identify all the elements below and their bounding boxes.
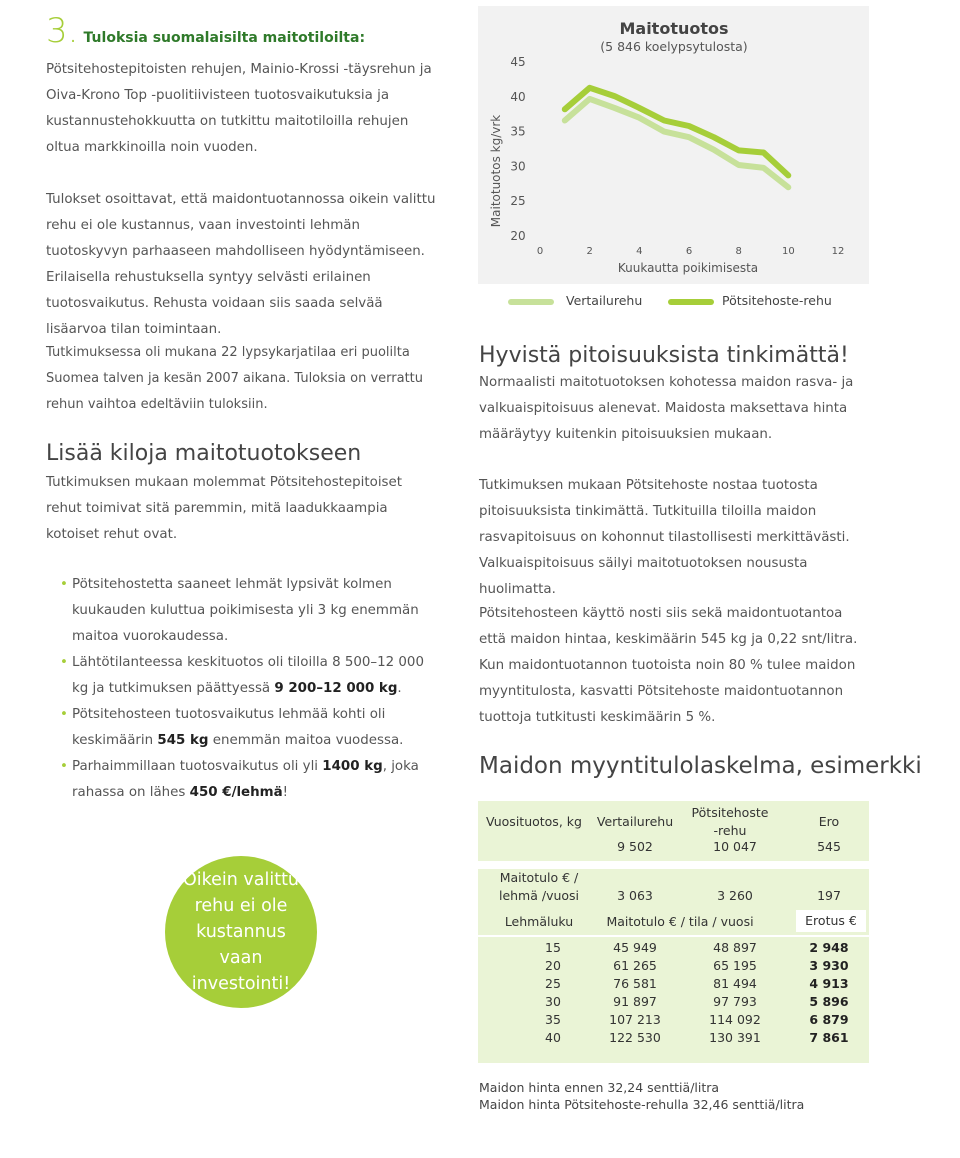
- yield-potsitehoste: 10 047: [713, 839, 757, 854]
- y-tick-label: 20: [510, 229, 526, 243]
- income-difference: 4 913: [809, 976, 849, 991]
- footnote-price-before: Maidon hinta ennen 32,24 senttiä/litra: [479, 1080, 720, 1095]
- income-difference: 5 896: [809, 994, 849, 1009]
- y-tick-label: 40: [510, 89, 526, 104]
- income-reference: 122 530: [609, 1030, 661, 1045]
- income-potsitehoste: 114 092: [709, 1012, 761, 1027]
- income-reference: 45 949: [613, 940, 657, 955]
- income-reference: 107 213: [609, 1012, 661, 1027]
- chart-legend: [508, 292, 848, 312]
- concentrations-paragraph-1: Normaalisti maitotuotoksen kohotessa maidon rasva- ja valkuaispitoisuus alenevat. Maidosta maksettava hinta määräytyy kuitenkin pitoisuuksien mukaan.: [479, 375, 854, 442]
- sales-calculation-table: [478, 801, 869, 1063]
- more-kilos-heading: Lisää kiloja maitotuotokseen: [46, 441, 362, 466]
- concentrations-paragraph-3: Pötsitehosteen käyttö nosti siis sekä maidontuotantoa että maidon hintaa, keskimäärin 545 kg ja 0,22 snt/litra. Kun maidontuotannon tuotoista noin 80 % tulee maidon myyntitulosta, kasvatti Pötsitehoste maidontuotannon tuottoja tutkitusti keskimäärin 5 %.: [479, 606, 858, 725]
- chart-subtitle: (5 846 koelypsytulosta): [600, 39, 748, 54]
- cow-count: 30: [545, 994, 561, 1009]
- income-difference: 3 930: [809, 958, 849, 973]
- legend-swatch-potsitehoste: [668, 299, 714, 305]
- cow-count: 15: [545, 940, 561, 955]
- callout-circle: [165, 856, 317, 1008]
- x-tick-label: 8: [735, 246, 742, 257]
- study-paragraph: Tutkimuksessa oli mukana 22 lypsykarjatilaa eri puolilta Suomea talven ja kesän 2007 aikana. Tuloksia on verrattu rehun vaihtoa edeltäviin tuloksiin.: [46, 345, 424, 412]
- income-label: Maitotulo € / lehmä /vuosi: [498, 870, 580, 903]
- cow-count: 25: [545, 976, 561, 991]
- series-line-vertailurehu: [565, 99, 789, 187]
- milk-yield-chart: [478, 6, 869, 284]
- chart-title: Maitotuotos: [619, 19, 729, 38]
- y-tick-label: 35: [510, 124, 526, 139]
- income-difference: 197: [817, 888, 841, 903]
- bullet-item: • Pötsitehosteen tuotosvaikutus lehmää kohti oli keskimäärin 545 kg enemmän maitoa vuodessa.: [46, 702, 436, 754]
- chart-y-axis-label: Maitotuotos kg/vrk: [489, 114, 503, 228]
- x-tick-label: 2: [586, 246, 593, 257]
- x-tick-label: 6: [685, 246, 693, 257]
- x-tick-label: 0: [536, 246, 544, 257]
- table-header-potsitehoste-feed: Pötsitehoste -rehu: [691, 805, 769, 838]
- income-potsitehoste: 3 260: [717, 888, 753, 903]
- callout-text: Oikein valittu rehu ei ole kustannus vaan investointi!: [182, 870, 300, 994]
- table-row: [478, 957, 869, 975]
- table-row: [478, 975, 869, 993]
- income-potsitehoste: 65 195: [713, 958, 757, 973]
- bullet-item: • Pötsitehostetta saaneet lehmät lypsivät kolmen kuukauden kuluttua poikimisesta yli 3 kg enemmän maitoa vuorokaudessa.: [46, 572, 436, 650]
- table-header-reference-feed: Vertailurehu: [596, 814, 674, 829]
- sales-calculation-heading: Maidon myyntitulolaskelma, esimerkki: [479, 753, 922, 779]
- x-tick-label: 10: [781, 246, 795, 257]
- concentrations-heading: Hyvistä pitoisuuksista tinkimättä!: [479, 343, 849, 368]
- cow-count: 40: [545, 1030, 561, 1045]
- legend-label-vertailurehu: Vertailurehu: [566, 293, 643, 308]
- cow-count: 35: [545, 1012, 561, 1027]
- y-tick-label: 25: [510, 194, 526, 209]
- income-reference: 76 581: [613, 976, 657, 991]
- subheader-difference: Erotus €: [796, 910, 866, 932]
- x-tick-label: 4: [636, 246, 643, 257]
- income-potsitehoste: 81 494: [713, 976, 757, 991]
- y-tick-label: 30: [510, 159, 526, 174]
- subheader-farm-income: Maitotulo € / tila / vuosi: [606, 914, 754, 929]
- table-row: [478, 1029, 869, 1047]
- yield-difference: 545: [817, 839, 841, 854]
- section-number: 3.: [46, 11, 79, 51]
- table-row: [478, 993, 869, 1011]
- table-row: [478, 939, 869, 957]
- farm-income-rows: [478, 939, 869, 1055]
- income-difference: 7 861: [809, 1030, 849, 1045]
- table-header-yield: Vuosituotos, kg: [486, 814, 582, 829]
- legend-label-potsitehoste: Pötsitehoste-rehu: [722, 293, 832, 308]
- cow-count: 20: [545, 958, 561, 973]
- table-header-difference: Ero: [818, 814, 840, 829]
- income-potsitehoste: 48 897: [713, 940, 757, 955]
- y-tick-label: 45: [510, 55, 526, 69]
- yield-reference: 9 502: [617, 839, 653, 854]
- section-title: Tuloksia suomalaisilta maitotiloilta:: [83, 30, 366, 46]
- income-difference: 6 879: [809, 1012, 849, 1027]
- section-heading: [46, 11, 446, 51]
- bullet-item: • Parhaimmillaan tuotosvaikutus oli yli 1400 kg, joka rahassa on lähes 450 €/lehmä!: [46, 754, 436, 806]
- more-kilos-paragraph: Tutkimuksen mukaan molemmat Pötsitehostepitoiset rehut toimivat sitä paremmin, mitä laadukkaampia kotoiset rehut ovat.: [46, 475, 403, 542]
- intro-paragraph: Pötsitehostepitoisten rehujen, Mainio-Krossi -täysrehun ja Oiva-Krono Top -puolitiivisteen tuotosvaikutuksia ja kustannustehokkuutta on tutkittu maitotiloilla rehujen oltua markkinoilla noin vuoden.: [46, 62, 432, 155]
- legend-swatch-vertailurehu: [508, 299, 554, 305]
- income-potsitehoste: 130 391: [709, 1030, 761, 1045]
- income-reference: 61 265: [613, 958, 657, 973]
- concentrations-paragraph-2: Tutkimuksen mukaan Pötsitehoste nostaa tuotosta pitoisuuksista tinkimättä. Tutkituilla tiloilla maidon rasvapitoisuus on kohonnut tilastollisesti merkittävästi. Valkuaispitoisuus säilyi maitotuotoksen noususta huolimatta.: [479, 478, 850, 597]
- x-tick-label: 12: [831, 246, 845, 257]
- bullet-item: • Lähtötilanteessa keskituotos oli tiloilla 8 500–12 000 kg ja tutkimuksen päättyessä 9 200–12 000 kg.: [46, 650, 436, 702]
- results-paragraph: Tulokset osoittavat, että maidontuotannossa oikein valittu rehu ei ole kustannus, vaan investointi lehmän tuotoskyvyn parhaaseen mahdolliseen hyödyntämiseen. Erilaisella rehustuksella syntyy selvästi erilainen tuotosvaikutus. Rehusta voidaan siis saada selvää lisäarvoa tilan toimintaan.: [46, 192, 436, 337]
- subheader-cow-count: Lehmäluku: [504, 914, 574, 929]
- income-potsitehoste: 97 793: [713, 994, 757, 1009]
- chart-x-axis-label: Kuukautta poikimisesta: [617, 261, 759, 275]
- table-row: [478, 1011, 869, 1029]
- milk-yield-chart-svg: [478, 6, 869, 284]
- income-difference: 2 948: [809, 940, 849, 955]
- income-reference: 91 897: [613, 994, 657, 1009]
- results-bullet-list: [46, 572, 436, 806]
- income-reference: 3 063: [617, 888, 653, 903]
- footnote-price-after: Maidon hinta Pötsitehoste-rehulla 32,46 senttiä/litra: [479, 1097, 805, 1112]
